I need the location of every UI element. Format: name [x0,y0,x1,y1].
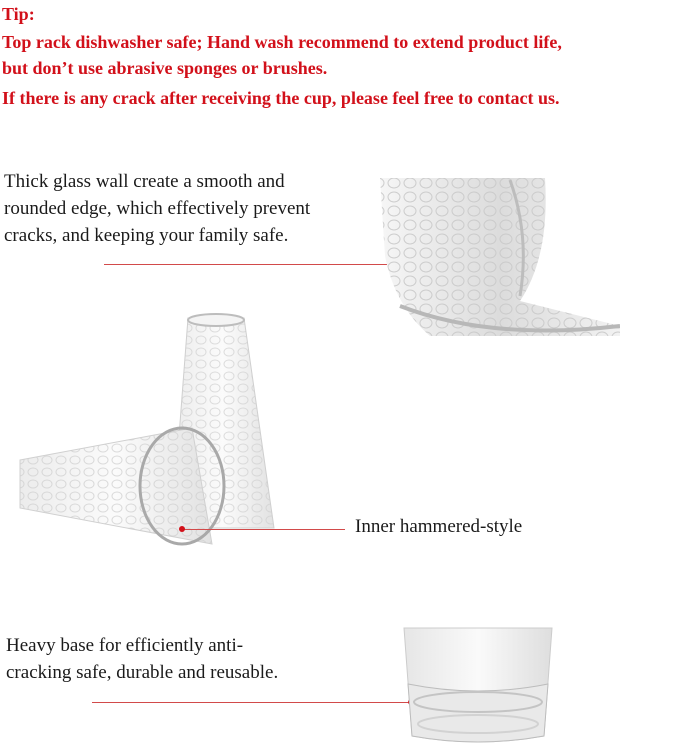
feature-hammered-dot [179,526,185,532]
feature-heavy-base-caption: Heavy base for efficiently anti-cracking safe, durable and reusable. [6,635,279,683]
feature-heavy-base-leader [92,702,410,703]
tip-line-dishwasher: Top rack dishwasher safe; Hand wash recommend to extend product life, [2,32,562,52]
tip-line-sponges: but don’t use abrasive sponges or brushes. [2,58,328,78]
glass-base-image [398,624,558,749]
glass-rim-closeup-image [370,176,620,336]
tip-line-contact: If there is any crack after receiving the cup, please feel free to contact us. [2,88,560,108]
hammered-glasses-image [12,310,282,550]
feature-hammered-caption: Inner hammered-style [355,516,523,537]
tip-heading: Tip: [2,4,35,24]
feature-thick-wall-caption: Thick glass wall create a smooth and rounded edge, which effectively prevent cracks, and keeping your family safe. [4,171,311,246]
feature-hammered-leader [183,529,345,530]
tip-block [2,0,679,112]
